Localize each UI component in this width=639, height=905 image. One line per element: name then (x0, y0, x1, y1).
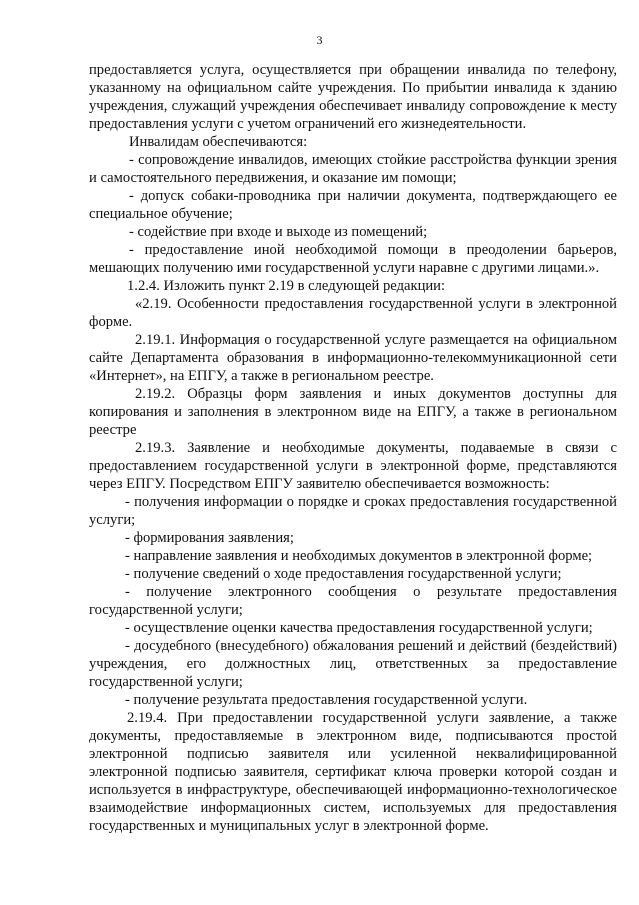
list-item: - получения информации о порядке и сроках предоставления государственной услуги; (89, 494, 617, 528)
paragraph: «2.19. Особенности предоставления государственной услуги в электронной форме. (89, 296, 617, 330)
paragraph: предоставляется услуга, осуществляется при обращении инвалида по телефону, указанному на официальном сайте учреждения. По прибытии инвалида к зданию учреждения, служащий учреждения обеспечивает инвалиду сопровождение к месту предоставления услуги с учетом ограничений его жизнедеятельности. (89, 62, 617, 132)
paragraph: 2.19.3. Заявление и необходимые документы, подаваемые в связи с предоставлением государственной услуги в электронной форме, представляются через ЕПГУ. Посредством ЕПГУ заявителю обеспечивается возможность: (89, 440, 617, 492)
list-item: - содействие при входе и выходе из помещений; (129, 224, 428, 240)
paragraph: 1.2.4. Изложить пункт 2.19 в следующей редакции: (127, 278, 446, 294)
document-body (89, 61, 617, 835)
paragraph: 2.19.1. Информация о государственной услуге размещается на официальном сайте Департамента образования в информационно-телекоммуникационной сети «Интернет», на ЕПГУ, а также в региональном реестре. (89, 332, 617, 384)
list-item: - получение электронного сообщения о результате предоставления государственной услуги; (89, 584, 617, 618)
paragraph: Инвалидам обеспечиваются: (129, 134, 308, 150)
list-item: - сопровождение инвалидов, имеющих стойкие расстройства функции зрения и самостоятельного передвижения, и оказание им помощи; (89, 152, 617, 186)
list-item: - формирования заявления; (125, 530, 294, 546)
list-item: - получение результата предоставления государственной услуги. (125, 692, 528, 708)
list-item: - получение сведений о ходе предоставления государственной услуги; (125, 566, 562, 582)
list-item: - досудебного (внесудебного) обжалования решений и действий (бездействий) учреждения, его должностных лиц, ответственных за предоставление государственной услуги; (89, 638, 617, 690)
page-number: 3 (316, 33, 323, 47)
list-item: - направление заявления и необходимых документов в электронной форме; (125, 548, 593, 564)
list-item: - допуск собаки-проводника при наличии документа, подтверждающего ее специальное обучение; (89, 188, 617, 222)
paragraph: 2.19.4. При предоставлении государственной услуги заявление, а также документы, предоставляемые в электронном виде, подписываются простой электронной подписью заявителя или усиленной неквалифицированной электронной подписью заявителя, сертификат ключа проверки которой создан и используется в инфраструктуре, обеспечивающей информационно-технологическое взаимодействие информационных систем, используемых для предоставления государственных и муниципальных услуг в электронной форме. (89, 710, 617, 834)
list-item: - осуществление оценки качества предоставления государственной услуги; (125, 620, 593, 636)
list-item: - предоставление иной необходимой помощи в преодолении барьеров, мешающих получению ими государственной услуги наравне с другими лицами.». (89, 242, 617, 276)
paragraph: 2.19.2. Образцы форм заявления и иных документов доступны для копирования и заполнения в электронном виде на ЕПГУ, а также в региональном реестре (89, 386, 617, 438)
